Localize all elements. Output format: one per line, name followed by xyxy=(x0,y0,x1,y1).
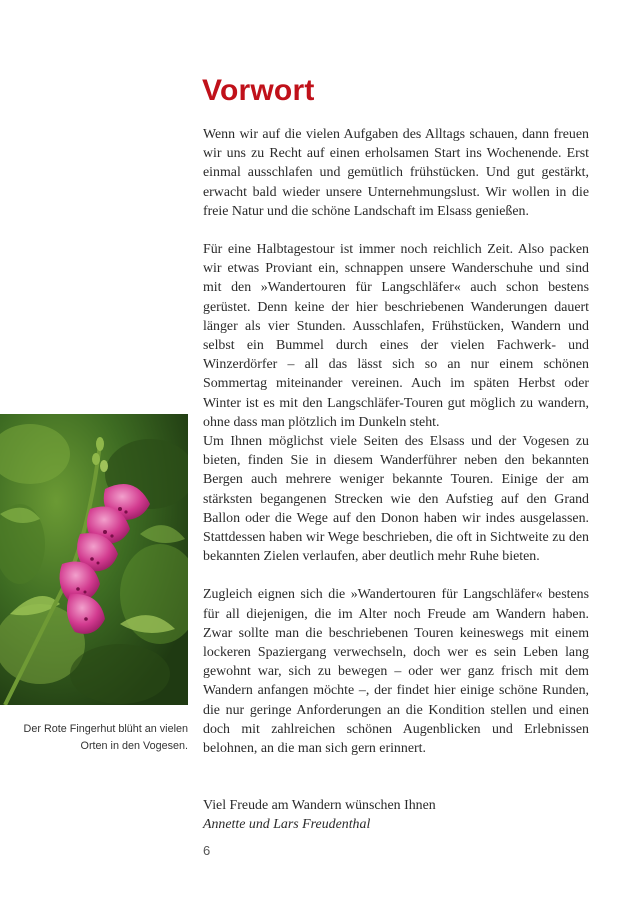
caption-line-2: Orten in den Vogesen. xyxy=(80,740,188,752)
signoff-authors: Annette und Lars Freudenthal xyxy=(203,817,371,833)
caption-line-1: Der Rote Fingerhut blüht an vielen xyxy=(23,723,188,735)
page-title: Vorwort xyxy=(202,74,315,107)
paragraph-4: Zugleich eignen sich die »Wandertouren für Langschläfer« bestens für all diejenigen, die im Alter noch Freude am Wandern haben. Zwar sollte man die beschriebenen Touren keineswegs mit einem lockeren Spaziergang verwechseln, doch wer es sein Leben lang gewohnt war, sich zu bewegen – oder wer ganz frisch mit dem Wandern anfangen möchte –, der findet hier einige schöne Runden, die nur geringe Anforderungen an die Kondition stellen und einen doch mit zahlreichen schönen Augenblicken und Erlebnissen belohnen, an die man sich gern erinnert. xyxy=(203,587,589,757)
page-number: 6 xyxy=(203,843,211,858)
signoff xyxy=(203,796,589,834)
paragraph-2: Für eine Halbtagestour ist immer noch reichlich Zeit. Also packen wir etwas Proviant ein, schnappen unsere Wanderschuhe und sind mit den »Wandertouren für Langschläfer« auch schon bestens gerüstet. Denn keine der hier beschriebenen Wanderungen dauert länger als vier Stunden. Ausschlafen, Frühstücken, Wandern und selbst ein Bummel durch eines der vielen Fachwerk- und Winzerdörfer – all das lässt sich so an nur einem schönen Sommertag miteinander vereinen. Auch im späten Herbst oder Winter ist es mit den Langschläfer-Touren gut möglich zu wandern, ohne dass man plötzlich im Dunkeln steht. xyxy=(203,242,589,430)
paragraph-3: Um Ihnen möglichst viele Seiten des Elsass und der Vogesen zu bieten, finden Sie in diesem Wanderführer neben den bekannten Bergen auch mehrere weniger bekannte Touren. Einige der am stärksten begangenen Strecken wie den Aufstieg auf den Grand Ballon oder die Wege auf den Donon haben wir indes ausgelassen. Stattdessen haben wir Wege beschrieben, die oft in Sichtweite zu den bekannten Zielen verlaufen, aber deutlich mehr Ruhe bieten. xyxy=(203,434,589,565)
signoff-greeting: Viel Freude am Wandern wünschen Ihnen xyxy=(203,798,436,813)
photo-caption xyxy=(0,721,188,755)
paragraph-1: Wenn wir auf die vielen Aufgaben des Alltags schauen, dann freuen wir uns zu Recht auf einen erholsamen Start ins Wochenende. Erst einmal ausschlafen und gemütlich frühstücken. Und gut gestärkt, erwacht bald wieder unsere Unternehmungslust. Wir wollen in die freie Natur und die schöne Landschaft im Elsass genießen. xyxy=(203,127,589,219)
foreword-body xyxy=(203,125,589,758)
foxglove-photo xyxy=(0,414,188,705)
foxglove-illustration xyxy=(0,414,188,705)
